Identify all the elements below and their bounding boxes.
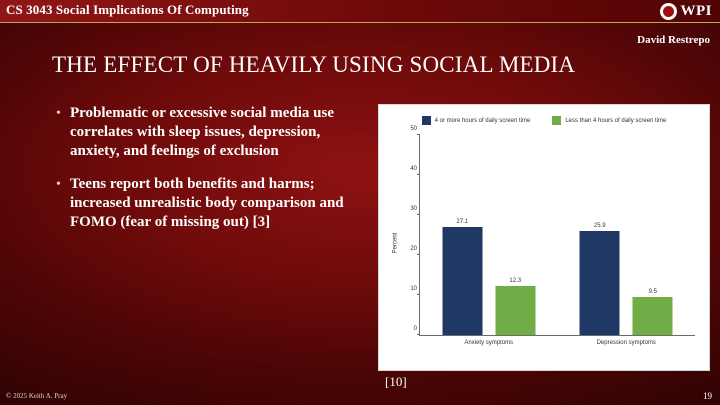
legend-label: Less than 4 hours of daily screen time: [565, 117, 667, 124]
chart-bar-group: [580, 135, 673, 335]
author-name: David Restrepo: [637, 34, 710, 46]
chart-bar: [580, 135, 620, 335]
list-item: [56, 104, 356, 161]
chart-y-tick-mark: [417, 254, 420, 255]
chart-y-tick-label: 10: [410, 286, 417, 292]
chart-bar: [442, 135, 482, 335]
bullet-list: [56, 104, 356, 246]
chart-x-tick-label: Depression symptoms: [596, 340, 656, 346]
chart-bar-rect: [495, 286, 535, 335]
legend-swatch-icon: [552, 116, 561, 125]
wpi-seal-icon: [660, 3, 677, 20]
chart-bar-rect: [580, 231, 620, 335]
chart-bar-value-label: 27.1: [456, 218, 469, 225]
chart-y-tick-label: 0: [413, 326, 417, 332]
chart-bar-group: [442, 135, 535, 335]
wpi-logo: [660, 0, 713, 22]
source-reference: [10]: [385, 374, 407, 389]
bullet-text: Problematic or excessive social media use correlates with sleep issues, depression, anxiety, and feelings of exclusion: [70, 105, 334, 159]
chart-y-tick-mark: [417, 134, 420, 135]
chart-bar: [633, 135, 673, 335]
legend-item-series-1: [422, 116, 531, 125]
legend-swatch-icon: [422, 116, 431, 125]
chart-plot-area: [410, 126, 695, 346]
legend-label: 4 or more hours of daily screen time: [434, 117, 531, 124]
chart-y-tick-label: 40: [410, 166, 417, 172]
chart-y-tick-mark: [417, 334, 420, 335]
chart-bar-value-label: 25.9: [593, 223, 606, 230]
bullet-text: Teens report both benefits and harms; increased unrealistic body comparison and FOMO (fear of missing out) [3]: [70, 176, 344, 230]
chart-bar-value-label: 9.5: [648, 289, 657, 295]
bullet-marker-icon: •: [56, 177, 61, 192]
bullet-marker-icon: •: [56, 106, 61, 121]
chart-y-tick-mark: [417, 294, 420, 295]
chart-y-tick-label: 20: [410, 246, 417, 252]
legend-item-series-2: [552, 116, 666, 125]
wpi-logo-text: WPI: [680, 2, 712, 19]
chart-y-tick-mark: [417, 214, 420, 215]
course-title: CS 3043 Social Implications Of Computing: [6, 2, 249, 17]
chart-panel: [378, 104, 710, 371]
page-title: THE EFFECT OF HEAVILY USING SOCIAL MEDIA: [52, 52, 576, 77]
chart-bar-rect: [442, 227, 482, 335]
chart-x-tick-label: Anxiety symptoms: [464, 340, 514, 346]
chart-bar: [495, 135, 535, 335]
chart-y-axis-label: Percent: [392, 232, 399, 254]
chart-bar-rect: [633, 297, 673, 335]
chart-bar-value-label: 12.3: [509, 277, 522, 284]
chart-y-tick-label: 50: [410, 126, 417, 132]
chart-legend: [379, 116, 709, 125]
list-item: [56, 175, 356, 232]
chart-y-tick-label: 30: [410, 206, 417, 212]
page-number: 19: [703, 391, 712, 401]
chart-y-tick-mark: [417, 174, 420, 175]
copyright-notice: © 2025 Keith A. Pray: [6, 392, 68, 400]
